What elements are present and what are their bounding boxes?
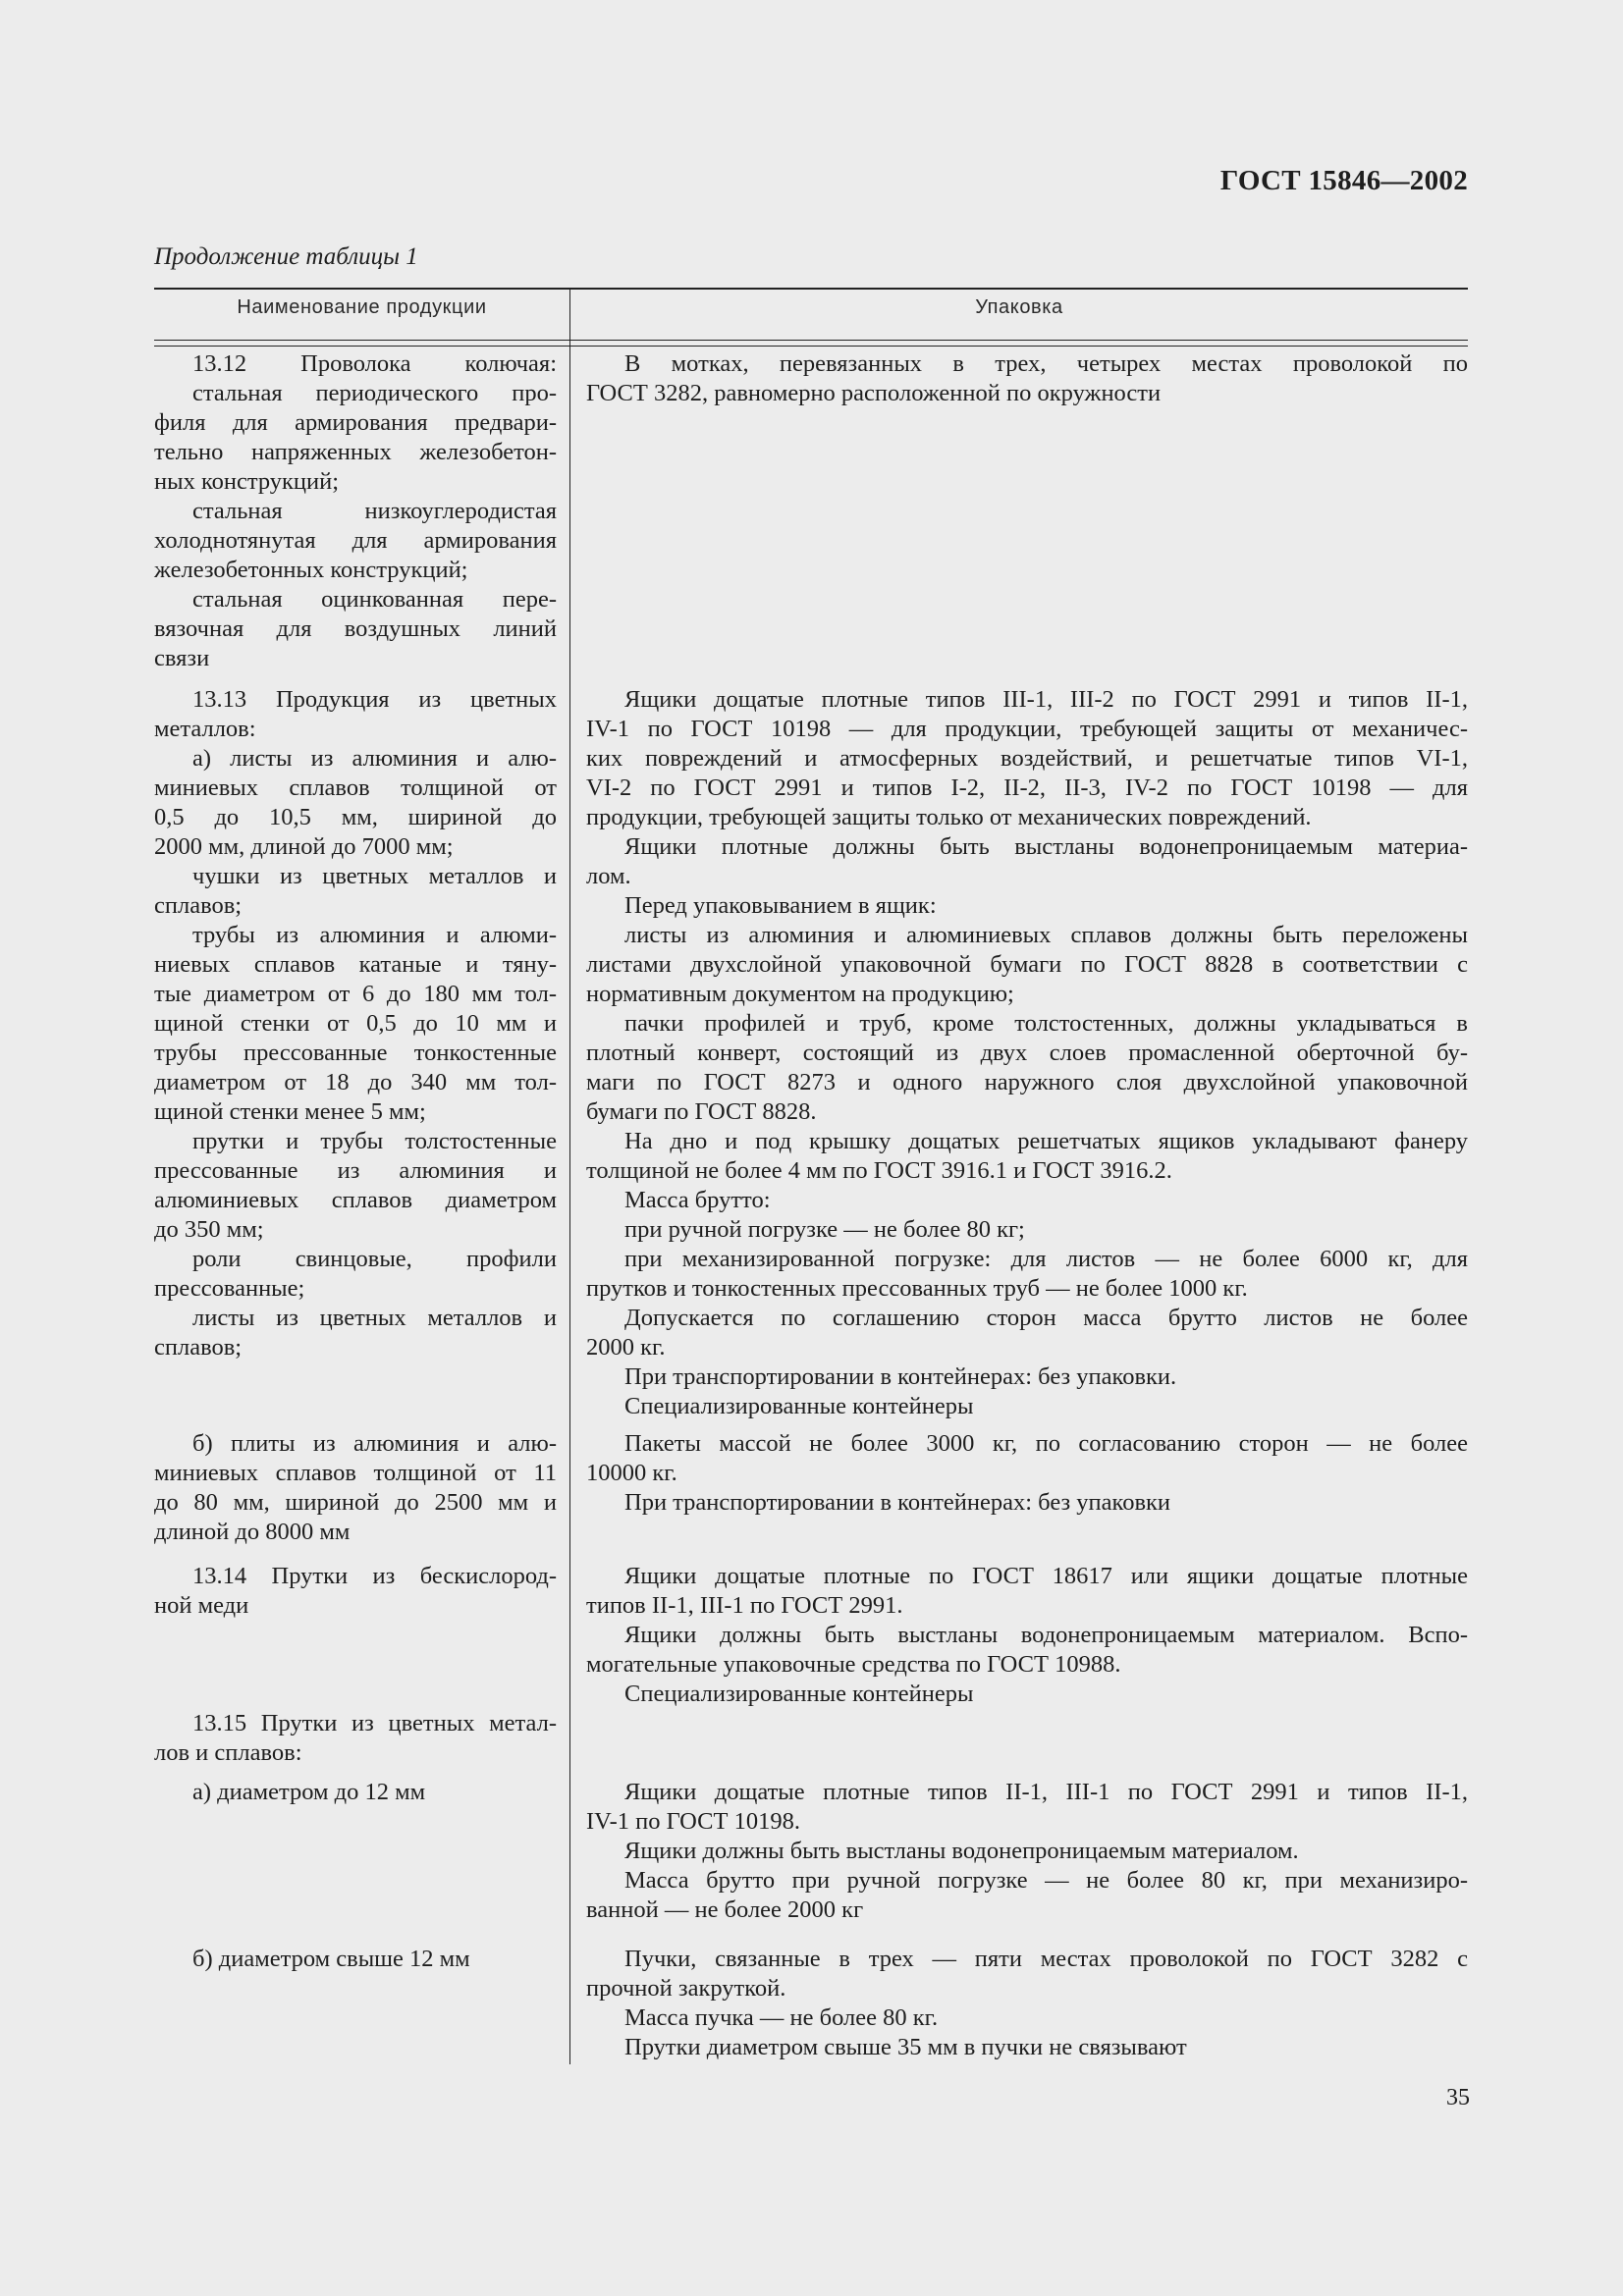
row-13-13-packaging <box>586 685 1468 1421</box>
text-line: Масса брутто: <box>624 1187 771 1213</box>
text-line: ной меди <box>154 1592 249 1619</box>
row-13-13b-product <box>154 1429 557 1547</box>
text-line: трубы из алюминия и алюми- <box>192 922 557 948</box>
text-line: Допускается по соглашению сторон масса брутто листов не более <box>624 1305 1468 1331</box>
text-line: чушки из цветных металлов и <box>192 863 557 889</box>
text-line: Масса брутто при ручной погрузке — не более 80 кг, при механизиро- <box>624 1867 1468 1894</box>
text-line: плотный конверт, состоящий из двух слоев промасленной оберточной бу- <box>586 1040 1468 1066</box>
text-line: прутков и тонкостенных прессованных труб — не более 1000 кг. <box>586 1275 1248 1302</box>
text-line: Пучки, связанные в трех — пяти местах проволокой по ГОСТ 3282 с <box>624 1946 1468 1972</box>
text-line: пачки профилей и труб, кроме толстостенных, должны укладываться в <box>624 1010 1468 1037</box>
column-header-packaging: Упаковка <box>975 296 1063 318</box>
text-line: листы из цветных металлов и <box>192 1305 557 1331</box>
text-line: 13.14 Прутки из бескислород- <box>192 1563 557 1589</box>
header-rule-upper <box>154 340 1468 341</box>
table-caption: Продолжение таблицы 1 <box>154 243 418 270</box>
text-line: тые диаметром от 6 до 180 мм тол- <box>154 981 557 1007</box>
text-line: филя для армирования предвари- <box>154 409 557 436</box>
text-line: стальная периодического про- <box>192 380 557 406</box>
text-line: 10000 кг. <box>586 1460 677 1486</box>
text-line: прутки и трубы толстостенные <box>192 1128 557 1154</box>
text-line: На дно и под крышку дощатых решетчатых ящиков укладывают фанеру <box>624 1128 1468 1154</box>
row-13-13b-packaging <box>586 1429 1468 1518</box>
text-line: тельно напряженных железобетон- <box>154 439 557 465</box>
text-line: Ящики должны быть выстланы водонепроницаемым материалом. Вспо- <box>624 1622 1468 1648</box>
text-line: ных конструкций; <box>154 468 340 495</box>
row-13-15a-packaging <box>586 1778 1468 1925</box>
text-line: ванной — не более 2000 кг <box>586 1896 864 1923</box>
text-line: стальная низкоуглеродистая <box>192 498 557 524</box>
text-line: толщиной не более 4 мм по ГОСТ 3916.1 и ГОСТ 3916.2. <box>586 1157 1172 1184</box>
row-13-12-product <box>154 349 557 673</box>
text-line: стальная оцинкованная пере- <box>192 586 557 613</box>
text-line: бумаги по ГОСТ 8828. <box>586 1098 817 1125</box>
row-13-15b-product <box>154 1945 557 1974</box>
text-line: В мотках, перевязанных в трех, четырех местах проволокой по <box>624 350 1468 377</box>
row-13-12-packaging <box>586 349 1468 408</box>
text-line: до 350 мм; <box>154 1216 264 1243</box>
text-line: продукции, требующей защиты только от механических повреждений. <box>586 804 1312 830</box>
row-13-15a-product <box>154 1778 557 1807</box>
text-line: прессованные; <box>154 1275 305 1302</box>
text-line: типов II-1, III-1 по ГОСТ 2991. <box>586 1592 903 1619</box>
document-designation: ГОСТ 15846—2002 <box>1219 165 1468 196</box>
text-line: до 80 мм, шириной до 2500 мм и <box>154 1489 557 1516</box>
text-line: миниевых сплавов толщиной от <box>154 774 557 801</box>
text-line: листами двухслойной упаковочной бумаги по ГОСТ 8828 в соответствии с <box>586 951 1468 978</box>
text-line: ких повреждений и атмосферных воздействий, и решетчатые типов VI-1, <box>586 745 1468 772</box>
text-line: Пакеты массой не более 3000 кг, по согласованию сторон — не более <box>624 1430 1468 1457</box>
text-line: роли свинцовые, профили <box>192 1246 557 1272</box>
text-line: 2000 кг. <box>586 1334 666 1361</box>
text-line: диаметром от 18 до 340 мм тол- <box>154 1069 557 1095</box>
text-line: Масса пучка — не более 80 кг. <box>624 2004 939 2031</box>
text-line: При транспортировании в контейнерах: без упаковки. <box>624 1363 1177 1390</box>
text-line: вязочная для воздушных линий <box>154 615 557 642</box>
text-line: лом. <box>586 863 631 889</box>
table-top-rule <box>154 288 1468 290</box>
text-line: при механизированной погрузке: для листов — не более 6000 кг, для <box>624 1246 1468 1272</box>
text-line: а) диаметром до 12 мм <box>192 1779 426 1805</box>
row-13-15b-packaging <box>586 1945 1468 2062</box>
text-line: 0,5 до 10,5 мм, шириной до <box>154 804 557 830</box>
text-line: сплавов; <box>154 1334 243 1361</box>
text-line: миниевых сплавов толщиной от 11 <box>154 1460 557 1486</box>
text-line: алюминиевых сплавов диаметром <box>154 1187 557 1213</box>
text-line: лов и сплавов: <box>154 1739 302 1766</box>
text-line: 13.13 Продукция из цветных <box>192 686 557 713</box>
text-line: трубы прессованные тонкостенные <box>154 1040 557 1066</box>
text-line: ГОСТ 3282, равномерно расположенной по окружности <box>586 380 1162 406</box>
text-line: 13.12 Проволока колючая: <box>192 350 557 377</box>
text-line: б) диаметром свыше 12 мм <box>192 1946 470 1972</box>
text-line: листы из алюминия и алюминиевых сплавов должны быть переложены <box>624 922 1468 948</box>
text-line: сплавов; <box>154 892 243 919</box>
text-line: VI-2 по ГОСТ 2991 и типов I-2, II-2, II-3, IV-2 по ГОСТ 10198 — для <box>586 774 1468 801</box>
text-line: длиной до 8000 мм <box>154 1519 351 1545</box>
text-line: маги по ГОСТ 8273 и одного наружного слоя двухслойной упаковочной <box>586 1069 1468 1095</box>
text-line: IV-1 по ГОСТ 10198 — для продукции, требующей защиты от механичес- <box>586 716 1468 742</box>
header-rule-lower <box>154 346 1468 347</box>
text-line: б) плиты из алюминия и алю- <box>192 1430 557 1457</box>
page-number: 35 <box>1446 2085 1470 2110</box>
text-line: прочной закруткой. <box>586 1975 786 2002</box>
text-line: ниевых сплавов катаные и тяну- <box>154 951 557 978</box>
row-13-14-product <box>154 1562 557 1621</box>
text-line: могательные упаковочные средства по ГОСТ 10988. <box>586 1651 1121 1678</box>
text-line: Ящики плотные должны быть выстланы водонепроницаемым материа- <box>624 833 1468 860</box>
text-line: щиной стенки менее 5 мм; <box>154 1098 426 1125</box>
column-header-product: Наименование продукции <box>237 296 487 318</box>
text-line: холоднотянутая для армирования <box>154 527 557 554</box>
text-line: При транспортировании в контейнерах: без упаковки <box>624 1489 1171 1516</box>
text-line: Ящики дощатые плотные типов III-1, III-2 по ГОСТ 2991 и типов II-1, <box>624 686 1468 713</box>
text-line: щиной стенки от 0,5 до 10 мм и <box>154 1010 557 1037</box>
text-line: Ящики дощатые плотные типов II-1, III-1 по ГОСТ 2991 и типов II-1, <box>624 1779 1468 1805</box>
text-line: прессованные из алюминия и <box>154 1157 557 1184</box>
text-line: IV-1 по ГОСТ 10198. <box>586 1808 800 1835</box>
row-13-13-product <box>154 685 557 1362</box>
text-line: Ящики дощатые плотные по ГОСТ 18617 или ящики дощатые плотные <box>624 1563 1468 1589</box>
text-line: металлов: <box>154 716 256 742</box>
text-line: связи <box>154 645 210 671</box>
column-divider <box>569 288 570 2064</box>
row-13-14-packaging <box>586 1562 1468 1709</box>
text-line: нормативным документом на продукцию; <box>586 981 1014 1007</box>
text-line: Ящики должны быть выстланы водонепроницаемым материалом. <box>624 1838 1299 1864</box>
text-line: железобетонных конструкций; <box>154 557 468 583</box>
text-line: Специализированные контейнеры <box>624 1681 974 1707</box>
row-13-15-product <box>154 1709 557 1768</box>
text-line: 13.15 Прутки из цветных метал- <box>192 1710 557 1736</box>
text-line: Специализированные контейнеры <box>624 1393 974 1419</box>
text-line: а) листы из алюминия и алю- <box>192 745 557 772</box>
text-line: при ручной погрузке — не более 80 кг; <box>624 1216 1025 1243</box>
text-line: Прутки диаметром свыше 35 мм в пучки не связывают <box>624 2034 1187 2060</box>
text-line: Перед упаковыванием в ящик: <box>624 892 937 919</box>
text-line: 2000 мм, длиной до 7000 мм; <box>154 833 454 860</box>
